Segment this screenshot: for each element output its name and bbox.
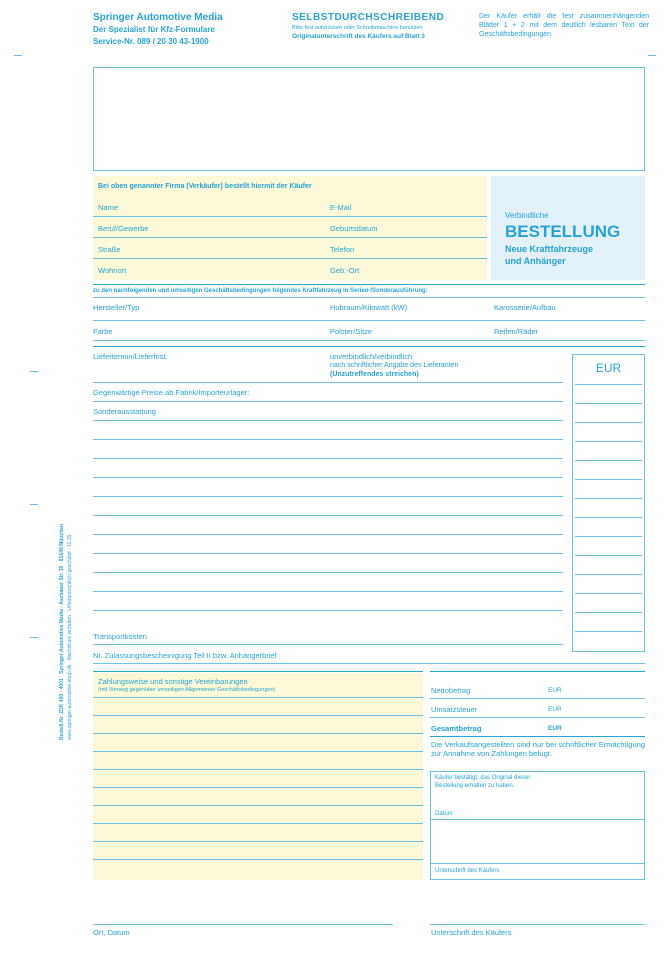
label-geb-ort: Geb.-Ort — [330, 266, 360, 275]
field-line[interactable] — [93, 787, 423, 788]
label-reifen: Reifen/Räder — [494, 327, 539, 336]
field-line[interactable] — [575, 555, 642, 556]
section-divider — [93, 284, 645, 285]
order-line2: und Anhänger — [505, 256, 566, 266]
netto-currency: EUR — [548, 687, 562, 694]
field-line[interactable] — [93, 591, 563, 592]
field-line[interactable] — [93, 439, 563, 440]
label-sonderausstattung: Sonderausstattung — [93, 407, 156, 416]
section-divider — [93, 671, 423, 672]
field-line[interactable] — [575, 479, 642, 480]
field-line[interactable] — [93, 751, 423, 752]
field-line[interactable] — [575, 384, 642, 385]
label-transportkosten: Transportkosten — [93, 632, 147, 641]
field-line[interactable] — [575, 422, 642, 423]
field-line[interactable] — [93, 697, 423, 698]
field-line[interactable] — [93, 340, 645, 341]
field-line[interactable] — [93, 458, 563, 459]
margin-tick — [648, 55, 656, 56]
label-polster: Polster/Sitze — [330, 327, 373, 336]
field-line[interactable] — [575, 441, 642, 442]
field-line[interactable] — [93, 237, 487, 238]
label-zulassung: Nr. Zulassungsbescheinigung Teil II bzw. Anhängerbrief — [93, 651, 277, 660]
field-line[interactable] — [93, 320, 645, 321]
order-title: BESTELLUNG — [505, 222, 621, 241]
field-line — [93, 297, 645, 298]
field-line[interactable] — [93, 382, 563, 383]
side-text-1: Bestell-Nr. ZDK 400 · 4001 · Springer Automotive Media · Aschauer Str. 30 · 81549 München — [59, 523, 65, 740]
label-karosserie: Karosserie/Aufbau — [494, 303, 556, 312]
label-hersteller: Hersteller/Typ — [93, 303, 140, 312]
field-line[interactable] — [575, 612, 642, 613]
label-gesamt: Gesamtbetrag — [431, 724, 482, 733]
section-divider — [93, 346, 645, 347]
field-line[interactable] — [575, 574, 642, 575]
confirm-line1: Käufer bestätigt, das Original dieser — [435, 775, 531, 781]
field-line[interactable] — [430, 698, 645, 699]
payment-notice: Die Verkaufsangestellten sind nur bei schriftlicher Ermächtigung zur Annahme von Zahlungen befugt. — [431, 740, 645, 758]
header-original-note: Originalunterschrift des Käufers auf Blatt 3 — [292, 33, 425, 40]
order-line1: Neue Kraftfahrzeuge — [505, 244, 594, 254]
field-line[interactable] — [430, 717, 645, 718]
confirm-unterschrift: Unterschrift des Käufers — [435, 868, 500, 874]
field-line[interactable] — [93, 823, 423, 824]
field-line[interactable] — [575, 498, 642, 499]
field-line[interactable] — [430, 819, 645, 820]
field-line[interactable] — [93, 553, 563, 554]
label-unzutreffendes: (Unzutreffendes streichen) — [330, 371, 419, 378]
label-email: E-Mail — [330, 203, 352, 212]
margin-tick — [30, 637, 38, 638]
buyer-section-bg — [93, 176, 487, 280]
margin-tick — [30, 504, 38, 505]
label-unverbindlich-2: nach schriftlicher Angabe des Lieferanten — [330, 362, 459, 369]
gesamt-currency: EUR — [548, 725, 562, 732]
field-line[interactable] — [430, 863, 645, 864]
label-netto: Nettobetrag — [431, 686, 471, 695]
field-line[interactable] — [575, 536, 642, 537]
field-line[interactable] — [93, 572, 563, 573]
company-name: Springer Automotive Media — [93, 12, 223, 23]
field-line[interactable] — [93, 644, 563, 645]
field-line[interactable] — [575, 403, 642, 404]
buyer-intro: Bei oben genannter Firma (Verkäufer) bestellt hiermit der Käufer — [98, 183, 312, 190]
field-line[interactable] — [93, 216, 487, 217]
field-line[interactable] — [93, 610, 563, 611]
label-liefertermin: Liefertermin/Lieferfrist: — [93, 352, 168, 361]
field-line[interactable] — [93, 534, 563, 535]
field-line[interactable] — [575, 460, 642, 461]
section-divider — [430, 671, 645, 672]
header-buyer-note: Der Käufer erhält die fest zusammenhängenden Blätter 1 + 2 mit dem deutlich lesbaren Text der Geschäftsbedingungen — [479, 13, 649, 38]
seller-address-box[interactable] — [93, 67, 645, 171]
field-line[interactable] — [575, 593, 642, 594]
label-preise: Gegenwärtige Preise ab Fabrik/Importeurlager: — [93, 388, 250, 397]
field-line[interactable] — [575, 631, 642, 632]
service-number: Service-Nr. 089 / 20 30 43-1900 — [93, 37, 209, 46]
company-tagline: Der Spezialist für Kfz-Formulare — [93, 25, 215, 34]
label-hubraum: Hubraum/Kilowatt (kW) — [330, 303, 408, 312]
field-line[interactable] — [93, 401, 563, 402]
header-instruction: Bitte fest aufdrücken oder Schreibmaschine benutzen — [292, 25, 423, 31]
label-unverbindlich: unverbindlich/verbindlich — [330, 352, 413, 361]
field-line[interactable] — [93, 477, 563, 478]
field-line[interactable] — [93, 805, 423, 806]
section-divider — [430, 736, 645, 737]
field-line[interactable] — [93, 769, 423, 770]
signature-line[interactable] — [93, 924, 393, 925]
confirm-line2: Bestellung erhalten zu haben. — [435, 783, 515, 789]
ust-currency: EUR — [548, 706, 562, 713]
field-line[interactable] — [93, 496, 563, 497]
field-line[interactable] — [93, 715, 423, 716]
side-text-2: www.springer-automotive-shop.de · Nachdruck verboten · Urheberrechtlich geschützt · 11.15 — [67, 534, 73, 740]
signature-line[interactable] — [430, 924, 645, 925]
vehicle-intro: zu den nachfolgenden und umseitigen Geschäftsbedingungen folgendes Kraftfahrzeug in Serien-/Sonderausführung: — [93, 288, 428, 294]
footer-unterschrift: Unterschrift des Käufers — [431, 928, 512, 937]
field-line[interactable] — [93, 515, 563, 516]
field-line[interactable] — [93, 258, 487, 259]
field-line[interactable] — [93, 841, 423, 842]
order-verbindliche: Verbindliche — [505, 211, 549, 220]
field-line[interactable] — [93, 859, 423, 860]
footer-ort-datum: Ort, Datum — [93, 928, 130, 937]
label-farbe: Farbe — [93, 327, 113, 336]
confirm-datum: Datum — [435, 811, 453, 817]
payment-title: Zahlungsweise und sonstige Vereinbarungen — [98, 677, 248, 686]
price-column-currency: EUR — [595, 361, 622, 375]
field-line[interactable] — [575, 517, 642, 518]
price-column — [572, 354, 645, 652]
form-type-title: SELBSTDURCHSCHREIBEND — [292, 12, 445, 23]
field-line[interactable] — [93, 733, 423, 734]
label-wohnort: Wohnort — [98, 266, 127, 275]
label-telefon: Telefon — [330, 245, 355, 254]
field-line[interactable] — [93, 420, 563, 421]
margin-tick — [14, 55, 22, 56]
label-geburtsdatum: Geburtsdatum — [330, 224, 378, 233]
label-strasse: Straße — [98, 245, 121, 254]
label-beruf: Beruf/Gewerbe — [98, 224, 149, 233]
label-ust: Umsatzsteuer — [431, 705, 478, 714]
field-line[interactable] — [93, 663, 645, 664]
payment-subtitle: (mit Vorrang gegenüber umseitigen Allgemeinen Geschäftsbedingungen) — [98, 687, 276, 693]
payment-section-bg — [93, 673, 423, 880]
label-name: Name — [98, 203, 119, 212]
margin-tick — [30, 371, 38, 372]
